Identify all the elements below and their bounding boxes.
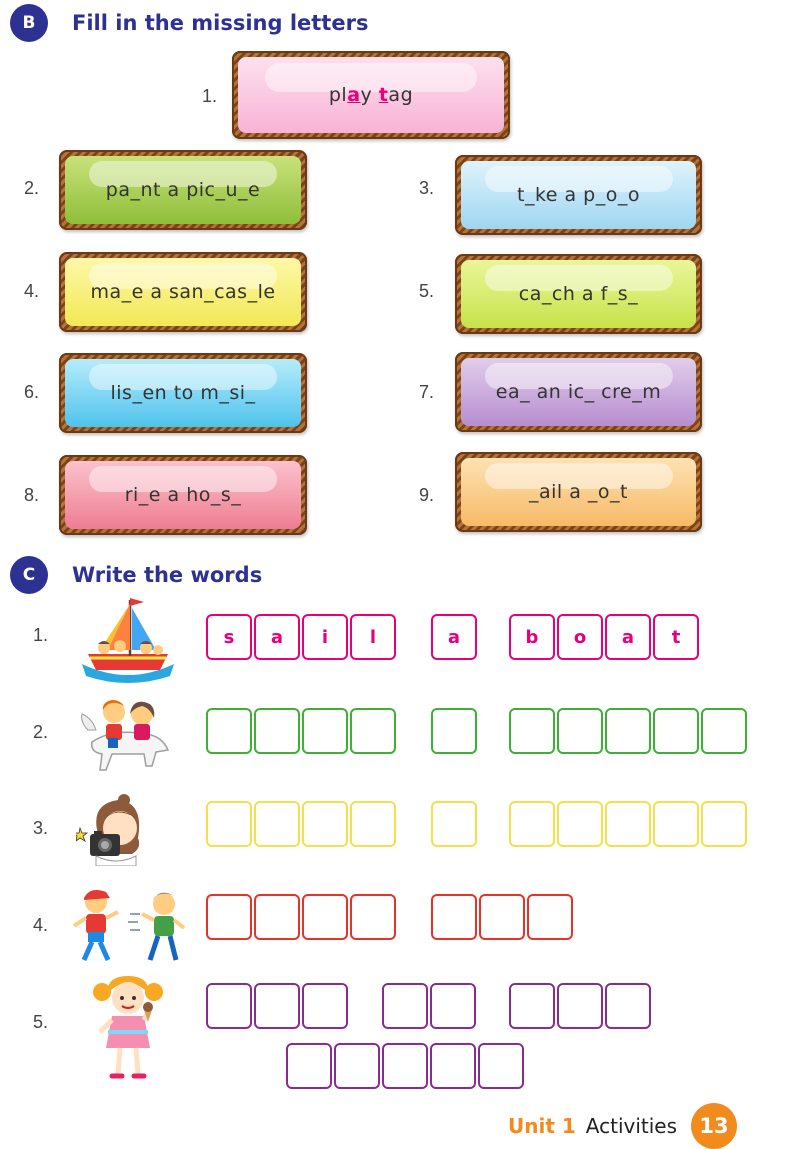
section-c-header	[10, 556, 262, 594]
girl-ice-cream-icon	[92, 972, 166, 1082]
answer-word-1	[206, 894, 398, 940]
letter-box[interactable]: a	[605, 614, 651, 660]
answer-word-1	[206, 983, 350, 1029]
fill-text-6: lis_en to m_si_	[110, 382, 256, 404]
letter-box[interactable]	[431, 801, 477, 847]
letter-box[interactable]	[206, 983, 252, 1029]
item-number: 1.	[33, 625, 49, 645]
fill-card-9	[455, 452, 702, 532]
answer-word-1	[206, 801, 398, 847]
fill-text-1: play tag	[328, 84, 414, 106]
item-number: 4.	[33, 915, 49, 935]
letter-box[interactable]	[605, 983, 651, 1029]
letter-box[interactable]	[430, 1043, 476, 1089]
fill-text-9: _ail a _o_t	[529, 481, 628, 503]
letter-box[interactable]	[302, 708, 348, 754]
fill-card-6	[59, 353, 307, 433]
fill-card-7	[455, 352, 702, 432]
answer-word-3	[509, 614, 701, 660]
letter-box[interactable]	[653, 708, 699, 754]
letter-box[interactable]	[701, 801, 747, 847]
letter-box[interactable]	[350, 894, 396, 940]
page-number: 13	[691, 1103, 737, 1149]
fill-card-8	[59, 455, 307, 535]
page-footer	[508, 1103, 737, 1149]
letter-box[interactable]	[382, 983, 428, 1029]
section-c-title: Write the words	[72, 563, 263, 587]
letter-box[interactable]: b	[509, 614, 555, 660]
section-c-badge: C	[10, 556, 48, 594]
letter-box[interactable]	[431, 894, 477, 940]
letter-box[interactable]	[206, 894, 252, 940]
fill-card-2	[59, 150, 307, 230]
letter-box[interactable]	[509, 983, 555, 1029]
letter-box[interactable]	[557, 708, 603, 754]
fill-text-8: ri_e a ho_s_	[124, 484, 242, 506]
letter-box[interactable]	[334, 1043, 380, 1089]
letter-box[interactable]	[350, 801, 396, 847]
item-number: 5.	[33, 1012, 49, 1032]
kids-running-icon	[70, 884, 190, 968]
letter-box[interactable]	[557, 983, 603, 1029]
letter-box[interactable]	[701, 708, 747, 754]
fill-text-3: t_ke a p_o_o	[517, 184, 640, 206]
letter-box[interactable]: a	[431, 614, 477, 660]
fill-card-3	[455, 155, 702, 235]
item-number: 4.	[24, 281, 40, 301]
letter-box[interactable]	[254, 801, 300, 847]
answer-word-1	[206, 708, 398, 754]
letter-box[interactable]	[302, 801, 348, 847]
answer-word-3	[509, 983, 653, 1029]
answer-word-3	[509, 801, 749, 847]
item-number: 3.	[419, 178, 435, 198]
girl-camera-icon	[76, 794, 156, 866]
letter-box[interactable]	[605, 708, 651, 754]
fill-text-5: ca_ch a f_s_	[518, 283, 639, 305]
letter-box[interactable]	[557, 801, 603, 847]
fill-text-2: pa_nt a pic_u_e	[105, 179, 261, 201]
item-number: 6.	[24, 382, 40, 402]
section-b-header	[10, 4, 368, 42]
activities-label: Activities	[585, 1114, 678, 1138]
letter-box[interactable]	[286, 1043, 332, 1089]
letter-box[interactable]	[206, 708, 252, 754]
item-number: 3.	[33, 818, 49, 838]
letter-box[interactable]	[653, 801, 699, 847]
letter-box[interactable]	[478, 1043, 524, 1089]
letter-box[interactable]	[509, 708, 555, 754]
fill-card-5	[455, 254, 702, 334]
letter-box[interactable]: a	[254, 614, 300, 660]
kids-riding-horse-icon	[72, 694, 176, 776]
item-number: 9.	[419, 485, 435, 505]
letter-box[interactable]	[254, 708, 300, 754]
letter-box[interactable]	[350, 708, 396, 754]
fill-card-4	[59, 252, 307, 332]
letter-box[interactable]	[302, 894, 348, 940]
letter-box[interactable]: l	[350, 614, 396, 660]
item-number: 7.	[419, 382, 435, 402]
answer-word-1	[206, 614, 398, 660]
letter-box[interactable]	[430, 983, 476, 1029]
answer-word-2	[382, 983, 478, 1029]
answer-word-2	[431, 801, 479, 847]
answer-word-3	[509, 708, 749, 754]
letter-box[interactable]	[431, 708, 477, 754]
answer-word-2	[431, 708, 479, 754]
sailboat-kids-icon	[78, 594, 178, 686]
letter-box[interactable]: t	[653, 614, 699, 660]
letter-box[interactable]	[254, 894, 300, 940]
item-number: 2.	[33, 722, 49, 742]
item-number: 2.	[24, 178, 40, 198]
answer-word-2	[431, 614, 479, 660]
letter-box[interactable]: o	[557, 614, 603, 660]
letter-box[interactable]	[509, 801, 555, 847]
letter-box[interactable]: s	[206, 614, 252, 660]
section-b-title: Fill in the missing letters	[72, 11, 369, 35]
item-number: 5.	[419, 281, 435, 301]
fill-card-1	[232, 51, 510, 139]
answer-word-4	[286, 1043, 526, 1089]
letter-box[interactable]	[605, 801, 651, 847]
item-number: 8.	[24, 485, 40, 505]
answer-word-2	[431, 894, 575, 940]
section-b-badge: B	[10, 4, 48, 42]
fill-text-4: ma_e a san_cas_le	[90, 281, 276, 303]
letter-box[interactable]	[254, 983, 300, 1029]
letter-box[interactable]	[382, 1043, 428, 1089]
item-number: 1.	[202, 86, 218, 106]
letter-box[interactable]	[479, 894, 525, 940]
letter-box[interactable]	[527, 894, 573, 940]
letter-box[interactable]: i	[302, 614, 348, 660]
letter-box[interactable]	[302, 983, 348, 1029]
letter-box[interactable]	[206, 801, 252, 847]
unit-label: Unit 1	[508, 1114, 576, 1138]
fill-text-7: ea_ an ic_ cre_m	[495, 381, 662, 403]
